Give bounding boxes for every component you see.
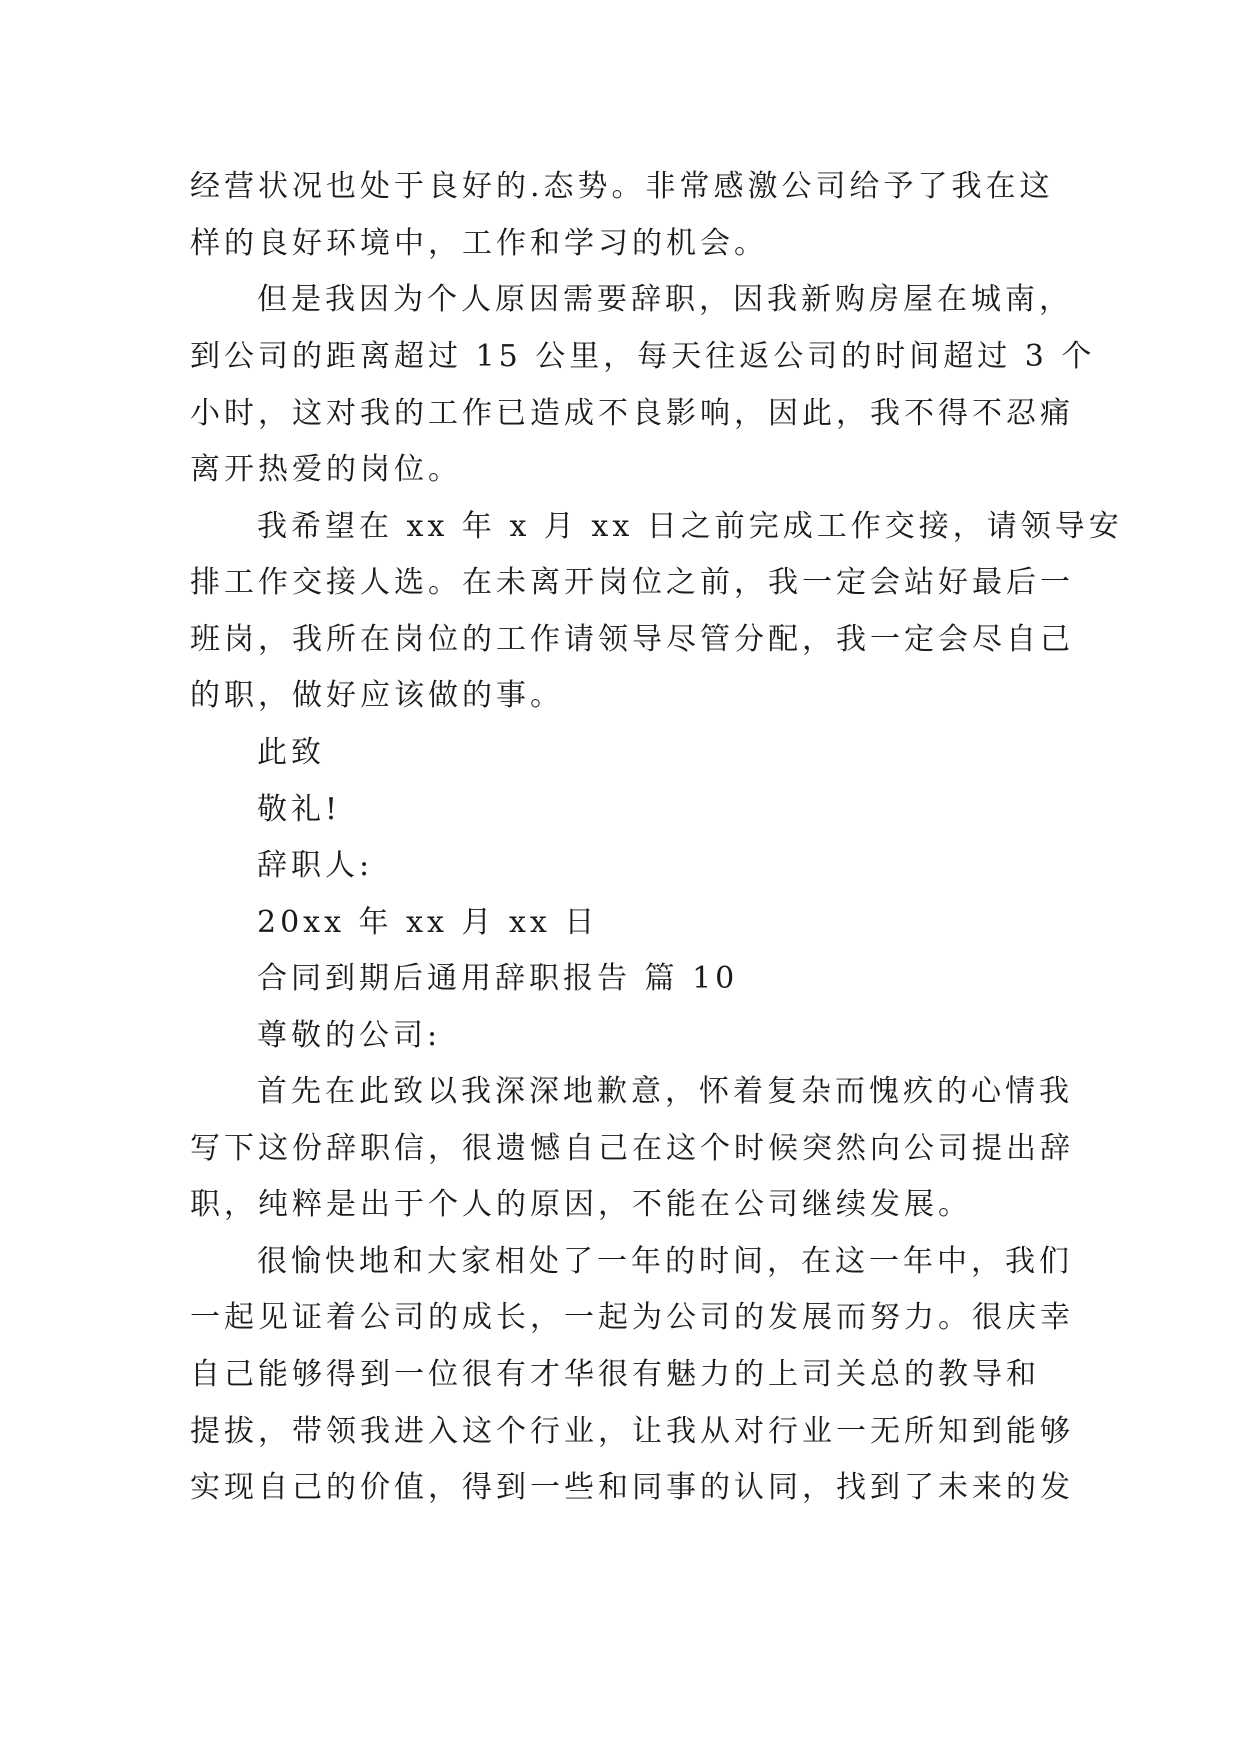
closing-regards: 敬礼! — [257, 792, 342, 827]
text-line: 排工作交接人选。在未离开岗位之前，我一定会站好最后一 — [190, 565, 1074, 600]
text-line: 经营状况也处于良好的.态势。非常感激公司给予了我在这 — [190, 169, 1054, 204]
closing-salutation: 此致 — [257, 735, 325, 770]
section-heading: 合同到期后通用辞职报告 篇 10 — [257, 961, 739, 996]
text-line: 的职，做好应该做的事。 — [190, 678, 564, 713]
text-line: 样的良好环境中，工作和学习的机会。 — [190, 226, 768, 261]
text-line: 到公司的距离超过 15 公里，每天往返公司的时间超过 3 个 — [190, 339, 1096, 374]
paragraph-first-line: 很愉快地和大家相处了一年的时间，在这一年中，我们 — [257, 1244, 1073, 1279]
text-line: 提拔，带领我进入这个行业，让我从对行业一无所知到能够 — [190, 1414, 1074, 1449]
text-line: 自己能够得到一位很有才华很有魅力的上司关总的教导和 — [190, 1357, 1040, 1392]
paragraph-first-line: 但是我因为个人原因需要辞职，因我新购房屋在城南， — [257, 282, 1073, 317]
text-line: 离开热爱的岗位。 — [190, 452, 462, 487]
text-line: 实现自己的价值，得到一些和同事的认同，找到了未来的发 — [190, 1470, 1074, 1505]
text-line: 写下这份辞职信，很遗憾自己在这个时候突然向公司提出辞 — [190, 1131, 1074, 1166]
greeting: 尊敬的公司: — [257, 1018, 442, 1053]
text-line: 职，纯粹是出于个人的原因，不能在公司继续发展。 — [190, 1187, 972, 1222]
text-line: 班岗，我所在岗位的工作请领导尽管分配，我一定会尽自己 — [190, 622, 1074, 657]
paragraph-first-line: 我希望在 xx 年 x 月 xx 日之前完成工作交接，请领导安 — [257, 509, 1123, 544]
text-line: 小时，这对我的工作已造成不良影响，因此，我不得不忍痛 — [190, 396, 1074, 431]
text-line: 一起见证着公司的成长，一起为公司的发展而努力。很庆幸 — [190, 1300, 1074, 1335]
date-line: 20xx 年 xx 月 xx 日 — [257, 905, 599, 940]
signature-label: 辞职人: — [257, 848, 374, 883]
paragraph-first-line: 首先在此致以我深深地歉意，怀着复杂而愧疚的心情我 — [257, 1074, 1073, 1109]
